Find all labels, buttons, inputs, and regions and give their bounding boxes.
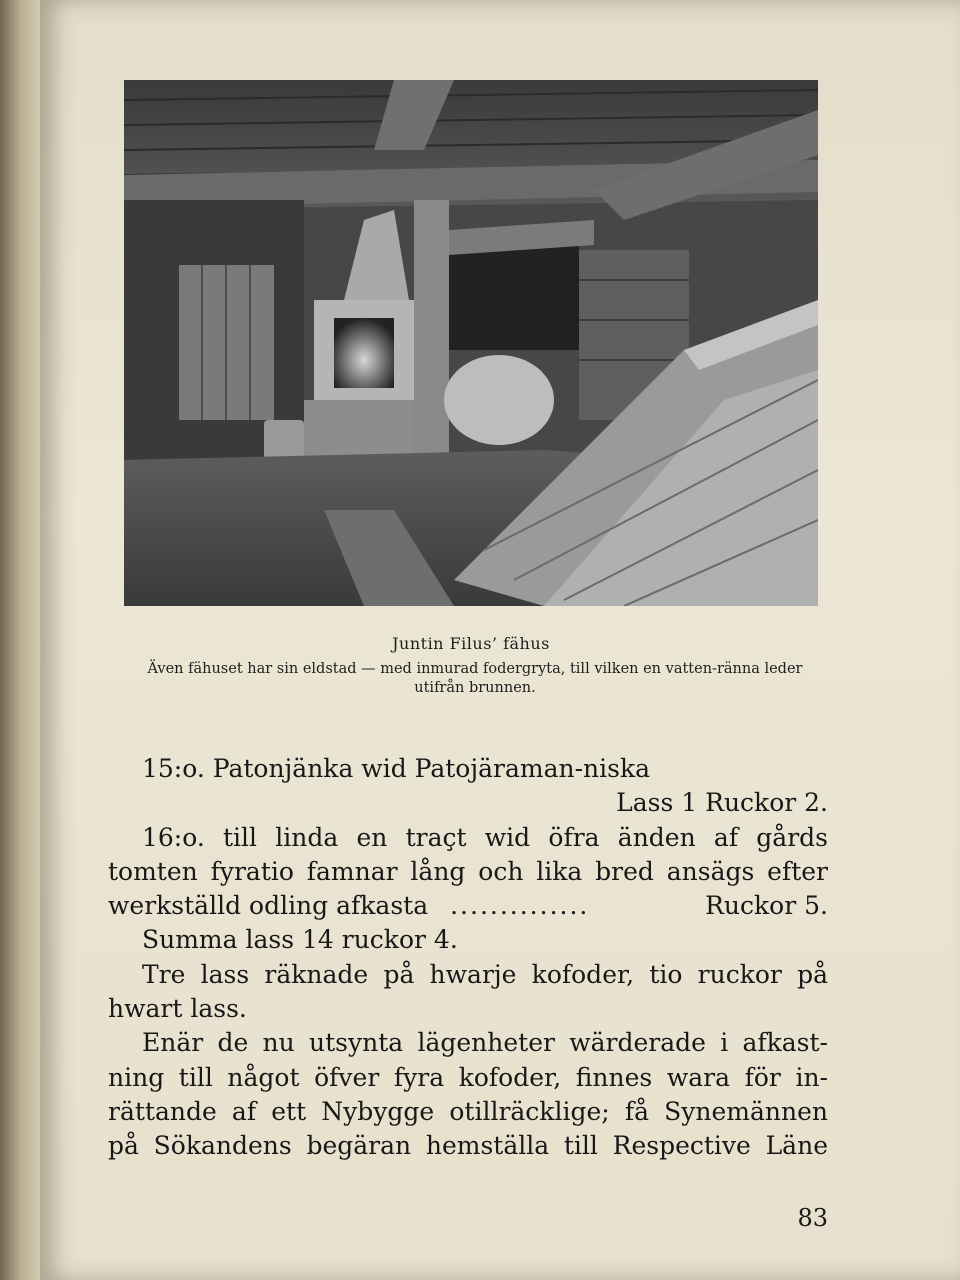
photo-illustration xyxy=(124,80,818,606)
text-line: ning till något öfver fyra kofoder, finnes wara för in- xyxy=(108,1062,828,1092)
body-text xyxy=(108,752,828,1164)
text-line: Enär de nu utsynta lägenheter wärderade i afkast- xyxy=(142,1028,828,1058)
text-line: Summa lass 14 ruckor 4. xyxy=(142,925,458,955)
text-line: 16:o. till linda en traçt wid öfra änden af gårds xyxy=(142,822,828,852)
text-line xyxy=(108,889,828,923)
text-line: Lass 1 Ruckor 2. xyxy=(616,788,828,818)
text-line: Tre lass räknade på hwarje kofoder, tio ruckor på xyxy=(142,959,828,989)
leader-value: Ruckor 5. xyxy=(705,891,828,921)
page-number: 83 xyxy=(797,1204,828,1232)
text-line: rättande af ett Nybygge otillräcklige; få Synemännen xyxy=(108,1096,828,1126)
text-line: på Sökandens begäran hemställa till Respective Läne xyxy=(108,1131,828,1161)
leader-label: werkställd odling afkasta xyxy=(108,891,429,921)
leader-dots: .............. xyxy=(450,891,590,921)
text-line: 15:o. Patonjänka wid Patojäraman-niska xyxy=(142,754,650,783)
barn-interior-photo xyxy=(124,80,818,606)
photo-caption-title: Juntin Filus’ fähus xyxy=(392,634,550,653)
text-line: hwart lass. xyxy=(108,994,247,1024)
text-line: tomten fyratio famnar lång och lika bred ansägs efter xyxy=(108,856,828,886)
photo-caption-text: Även fähuset har sin eldstad — med inmurad fodergryta, till vilken en vatten-ränna leder utifrån brunnen. xyxy=(147,661,803,696)
